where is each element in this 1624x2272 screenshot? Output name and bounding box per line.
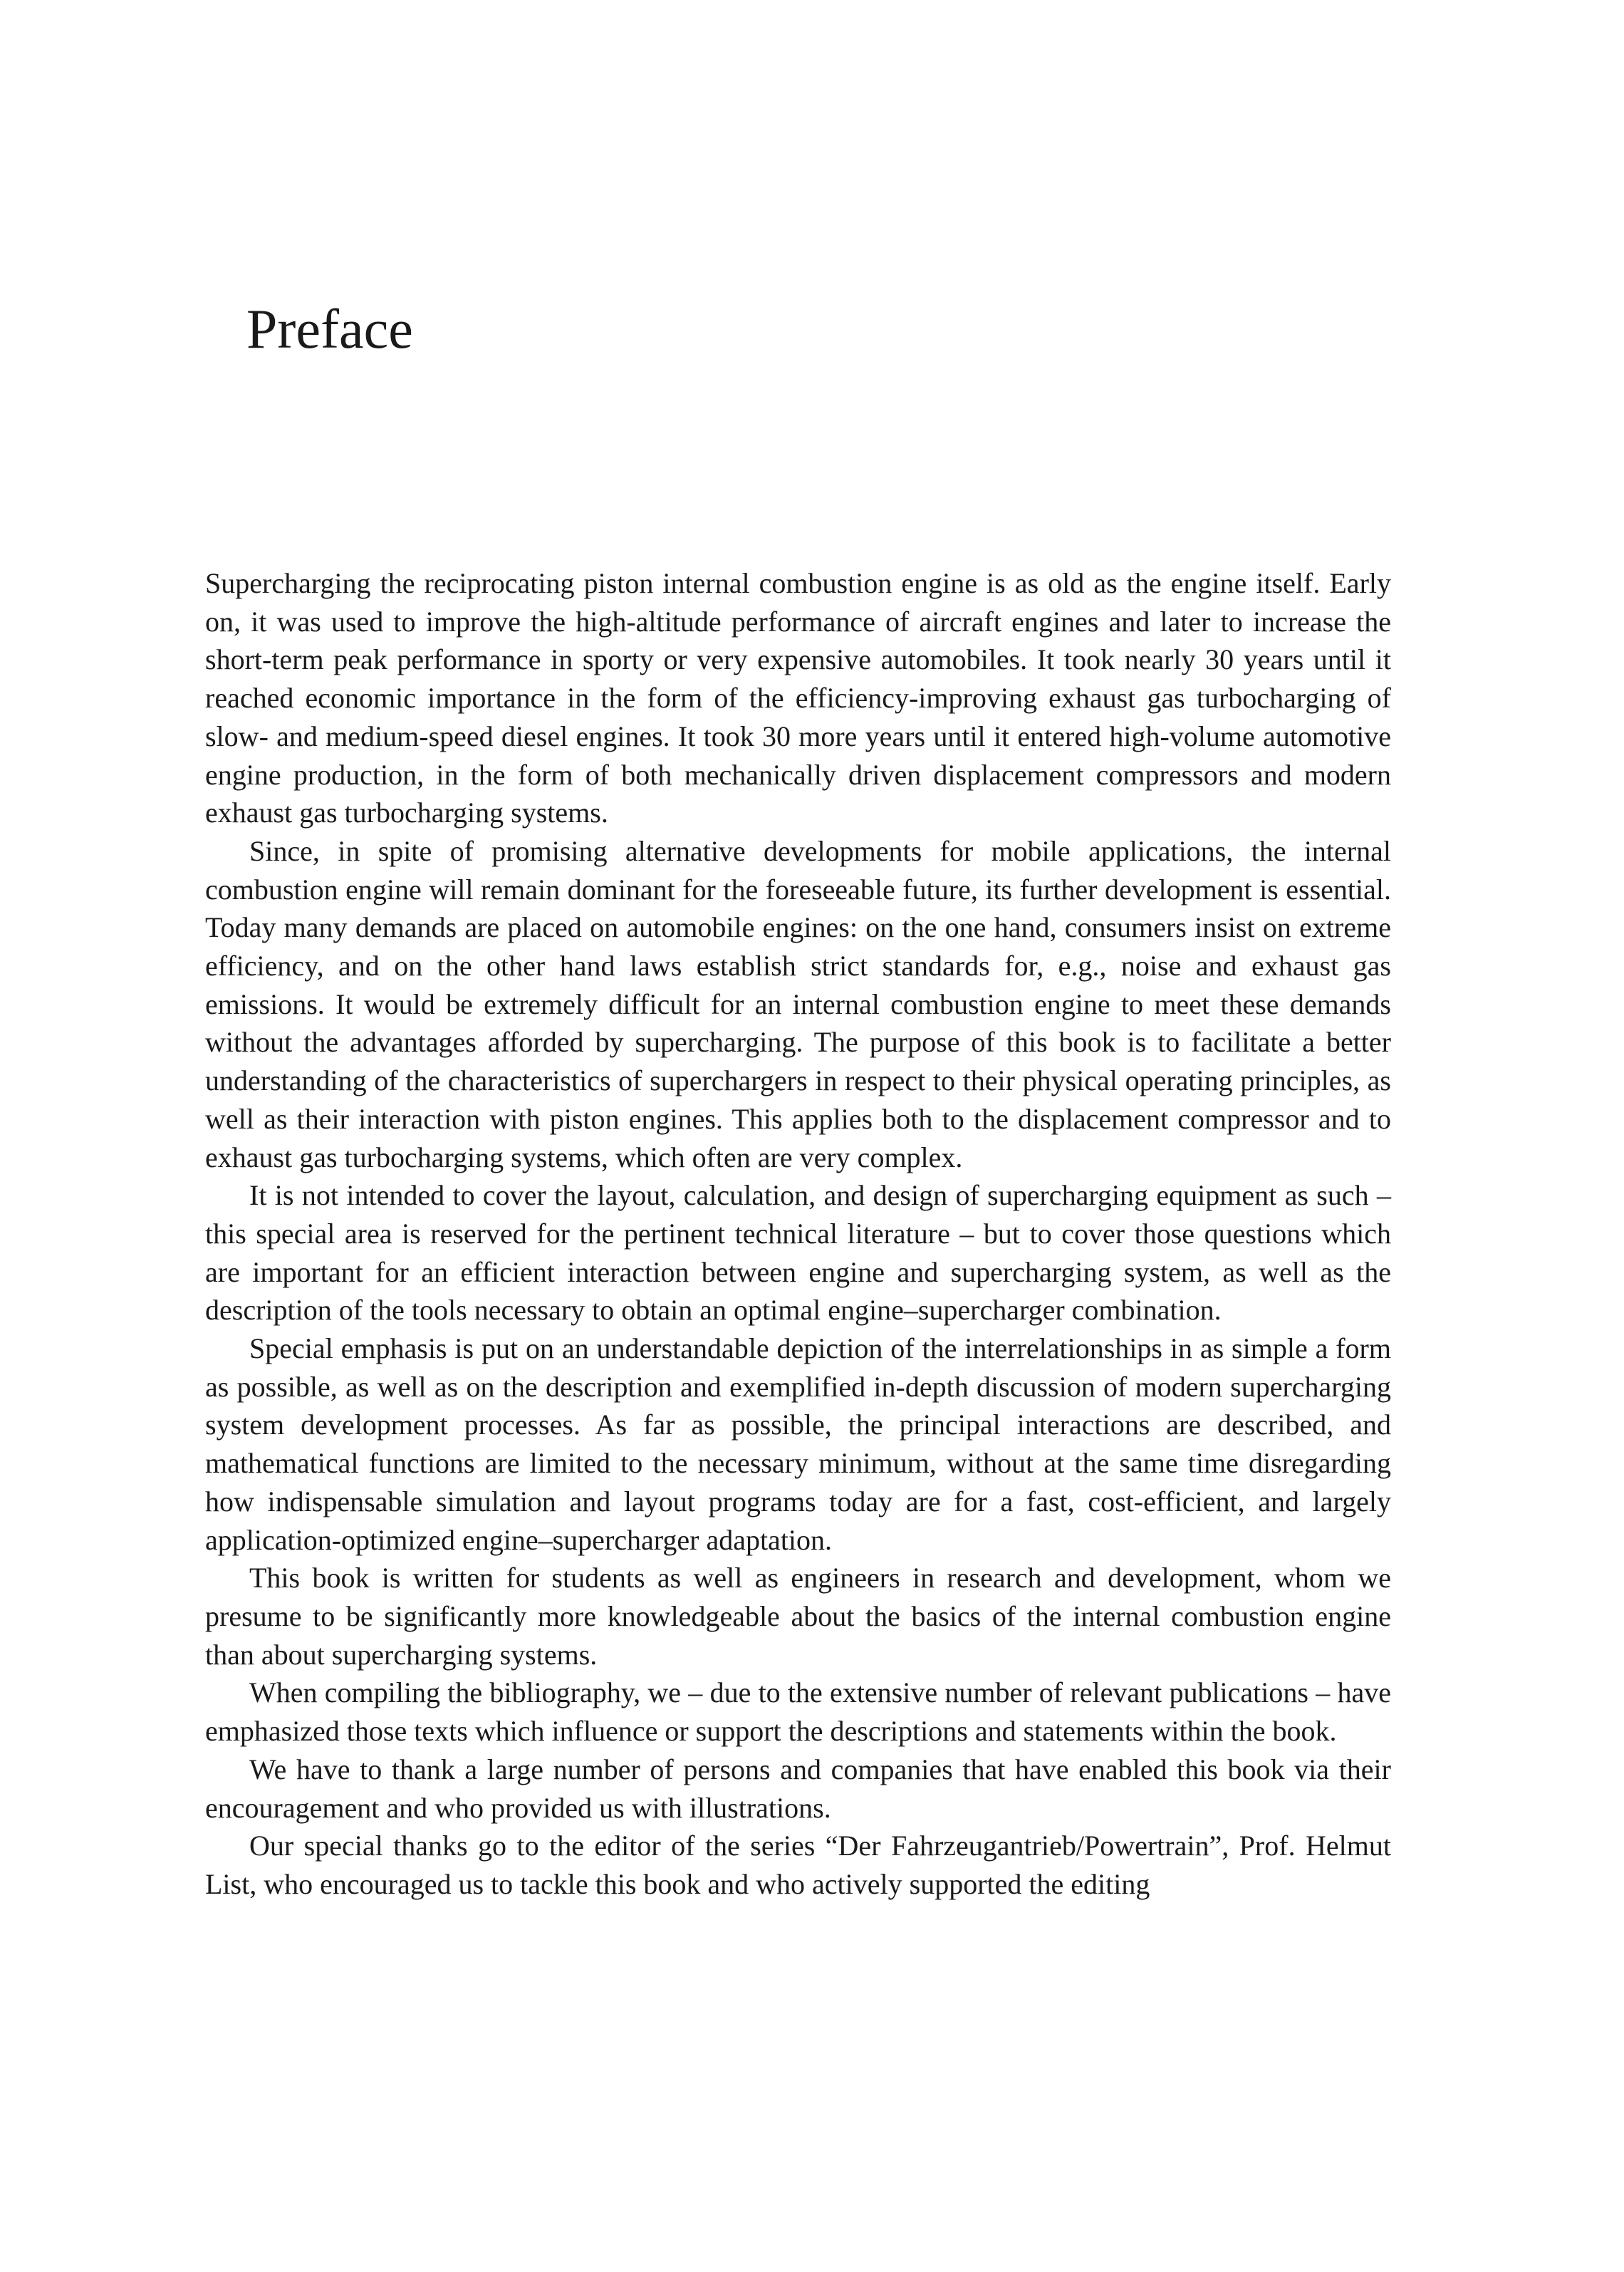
paragraph: Supercharging the reciprocating piston internal combustion engine is as old as the engine itself. Early on, it was used to improve the high-altitude performance of aircraft engines and later to increase the short-term peak performance in sporty or very expensive automobiles. It took nearly 30 years until it reached economic importance in the form of the efficiency-improving exhaust gas turbocharging of slow- and medium-speed diesel engines. It took 30 more years until it entered high-volume automotive engine production, in the form of both mechanically driven displacement compressors and modern exhaust gas turbocharging systems.	[205, 567, 1391, 829]
paragraph: When compiling the bibliography, we – due to the extensive number of relevant publications – have emphasized those texts which influence or support the descriptions and statements within the book.	[205, 1676, 1391, 1748]
paragraph: Special emphasis is put on an understandable depiction of the interrelationships in as simple a form as possible, as well as on the description and exemplified in-depth discussion of modern supercharging system development processes. As far as possible, the principal interactions are described, and mathematical functions are limited to the necessary minimum, without at the same time disregarding how indispensable simulation and layout programs today are for a fast, cost-efficient, and largely application-optimized engine–supercharger adaptation.	[205, 1332, 1391, 1556]
paragraph: We have to thank a large number of persons and companies that have enabled this book via their encouragement and who provided us with illustrations.	[205, 1753, 1391, 1824]
paragraph: Since, in spite of promising alternative developments for mobile applications, the internal combustion engine will remain dominant for the foreseeable future, its further development is essential. Today many demands are placed on automobile engines: on the one hand, consumers insist on extreme efficiency, and on the other hand laws establish strict standards for, e.g., noise and exhaust gas emissions. It would be extremely difficult for an internal combustion engine to meet these demands without the advantages afforded by supercharging. The purpose of this book is to facilitate a better understanding of the characteristics of superchargers in respect to their physical operating principles, as well as their interaction with piston engines. This applies both to the displacement compressor and to exhaust gas turbocharging systems, which often are very complex.	[205, 834, 1391, 1173]
paragraph: This book is written for students as well as engineers in research and development, whom we presume to be significantly more knowledgeable about the basics of the internal combustion engine than about supercharging systems.	[205, 1562, 1391, 1671]
preface-body	[205, 564, 1391, 1904]
chapter-title: Preface	[246, 298, 413, 360]
paragraph: It is not intended to cover the layout, calculation, and design of supercharging equipment as such – this special area is reserved for the pertinent technical literature – but to cover those questions which are important for an efficient interaction between engine and supercharging system, as well as the description of the tools necessary to obtain an optimal engine–supercharger combination.	[205, 1179, 1391, 1327]
paragraph: Our special thanks go to the editor of the series “Der Fahrzeugantrieb/Powertrain”, Prof. Helmut List, who encouraged us to tackle this book and who actively supported the editing	[205, 1830, 1391, 1900]
